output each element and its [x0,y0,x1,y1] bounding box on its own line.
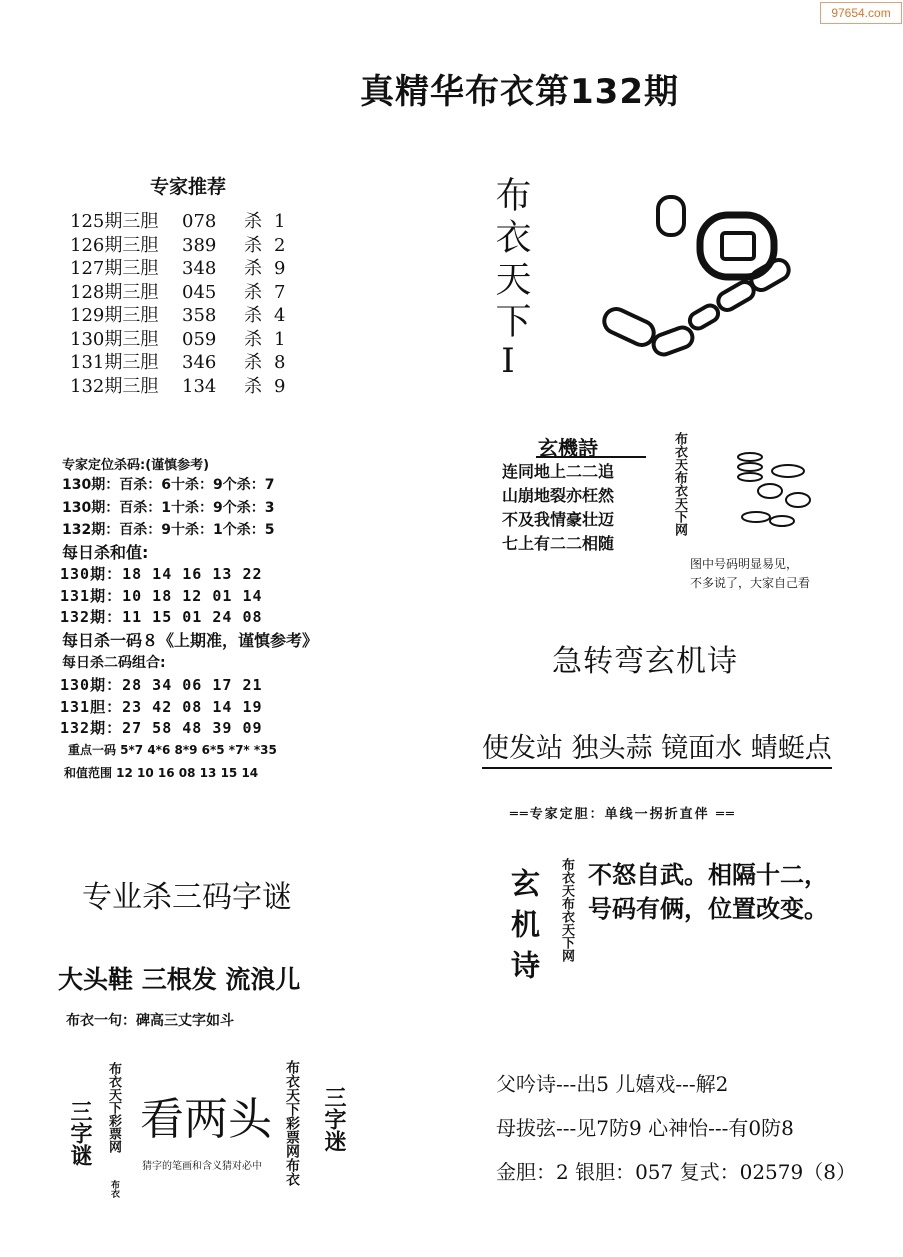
pick-kill-label: 杀 [244,258,262,279]
riddle-title: 专业杀三码字谜 [82,880,292,915]
pick-kill-label: 杀 [244,234,262,256]
pick-numbers: 045 [182,281,217,303]
note-line: 不多说了，大家自己看 [690,576,811,590]
symbols-picture [595,185,855,365]
poem-line: 连同地上二二追 [502,462,615,481]
position-kill-line: 130期：百杀：6十杀：9个杀：7 [62,477,275,493]
pick-numbers: 059 [182,328,217,350]
position-kill-title: 专家定位杀码:(谨慎参考) [62,458,210,473]
daily-sum-line: 132期：11 15 01 24 08 [60,608,263,626]
pick-kill-label: 杀 [244,375,262,397]
xjs-poem-line: 不怒自武。相隔十二， [588,861,828,889]
xjs-label [503,868,539,991]
pick-row [70,304,285,328]
pick-kill-number: 9 [274,375,286,397]
result-line: 父吟诗---出5 儿嬉戏---解2 [496,1072,729,1096]
site-watermark[interactable]: 97654.com [820,2,902,24]
sum-range-line: 和值范围 12 10 16 08 13 15 14 [64,766,259,780]
pick-period: 129期三胆 [70,305,159,326]
oval-shape [772,465,804,477]
xjs-poem-line: 号码有俩，位置改变。 [588,895,828,923]
oval-shape [738,453,762,461]
pick-kill-number: 4 [274,305,286,326]
oval-shape [742,512,770,522]
expert-section-title: 专家推荐 [150,176,227,198]
pick-numbers: 078 [182,211,217,232]
page-title: 真精华布衣第132期 [360,72,679,112]
pick-numbers: 346 [182,352,217,373]
sharp-turn-title: 急转弯玄机诗 [552,644,738,679]
oval-shape [770,516,794,526]
oval-shape [658,197,684,235]
mystery-symbols-picture [730,445,820,530]
poem-line: 七上有二二相随 [502,534,615,553]
pick-kill-number: 8 [274,352,286,373]
pick-row [70,281,285,305]
pick-numbers: 348 [182,258,217,279]
pick-period: 130期三胆 [70,328,159,350]
pick-kill-label: 杀 [244,211,262,232]
riddle-main-text: 看两头 [140,1094,272,1145]
riddle-vertical-right: 布衣天下彩票网布衣 [284,1060,300,1186]
mystery-poem-vertical: 布衣天布衣天下网 [672,432,687,536]
pick-period: 128期三胆 [70,281,159,303]
bytx-vertical [488,176,531,381]
pick-period: 131期三胆 [70,352,159,373]
oval-shape [758,484,782,498]
poem-line: 山崩地裂亦枉然 [502,486,615,505]
note-line: 图中号码明显易见， [690,557,799,571]
daily-two-line: 131胆：23 42 08 14 19 [60,698,263,716]
pick-kill-label: 杀 [244,328,262,350]
daily-sum-title: 每日杀和值: [62,543,149,562]
bytx-numeral: I [501,341,515,381]
expert-pick-table [70,210,285,398]
xjs-poem [588,858,828,926]
riddle-left-label: 三字谜 [67,1100,92,1166]
position-kill-line: 132期：百杀：9十杀：1个杀：5 [62,522,275,538]
oval-shape [748,256,793,293]
pick-period: 125期三胆 [70,211,159,232]
square-shape [722,233,754,259]
riddle-right-label: 三字迷 [321,1086,346,1152]
pick-period: 126期三胆 [70,234,159,256]
mystery-poem-title: 玄機詩 [538,436,598,460]
pick-numbers: 134 [182,375,217,397]
oval-shape [738,463,762,471]
oval-shape [786,493,810,507]
xjs-label-text: 玄机诗 [507,868,541,991]
pick-kill-number: 2 [274,234,286,256]
oval-shape [600,305,657,349]
oval-shape [651,325,695,357]
poem-line: 不及我情豪壮迈 [502,510,615,529]
oval-shape [738,473,762,481]
riddle-sentence: 布衣一句：碑高三丈字如斗 [66,1013,234,1029]
pick-row [70,375,285,399]
daily-two-line: 130期：28 34 06 17 21 [60,676,263,694]
sharp-turn-words: 使发站 独头蒜 镜面水 蜻蜓点 [482,726,832,769]
pick-row [70,234,285,258]
pick-numbers: 358 [182,305,217,326]
pick-kill-number: 1 [274,328,286,350]
pick-kill-number: 7 [274,281,286,303]
pick-row [70,328,285,352]
daily-kill-one-code: 每日杀一码８《上期准，谨慎参考》 [62,631,319,650]
riddle-words: 大头鞋 三根发 流浪儿 [58,965,301,994]
picture-note [690,555,810,593]
pick-kill-number: 1 [274,211,286,232]
pick-kill-label: 杀 [244,281,262,303]
riddle-vertical-left: 布衣天下彩票网 [106,1062,121,1153]
pick-row [70,257,285,281]
pick-kill-label: 杀 [244,352,262,373]
position-kill-line: 130期：百杀：1十杀：9个杀：3 [62,500,275,516]
xjs-vertical: 布衣天布衣天下网 [559,858,574,962]
pick-period: 127期三胆 [70,258,159,279]
key-code-line: 重点一码 5*7 4*6 8*9 6*5 *7* *35 [68,743,277,757]
result-line: 母拔弦---见7防9 心神怡---有0防8 [496,1116,794,1140]
daily-two-line: 132期：27 58 48 39 09 [60,719,263,737]
mystery-poem-lines [502,460,614,556]
expert-dan-line: ══专家定胆：单线一拐折直伴 ══ [510,807,736,822]
riddle-vertical-left-end: 布衣 [109,1180,119,1198]
daily-sum-line: 130期：18 14 16 13 22 [60,565,263,583]
bytx-char: 布衣天下 [490,176,531,344]
pick-row [70,210,285,234]
pick-period: 132期三胆 [70,375,159,397]
daily-two-title: 每日杀二码组合: [62,655,166,671]
pick-kill-number: 9 [274,258,286,279]
pick-numbers: 389 [182,234,217,256]
daily-sum-line: 131期：10 18 12 01 14 [60,587,263,605]
pick-kill-label: 杀 [244,305,262,326]
pick-row [70,351,285,375]
result-line: 金胆：2 银胆：057 复式：02579（8） [496,1160,856,1184]
oval-shape [687,303,721,332]
riddle-sub-text: 猜字的笔画和含义猜对必中 [142,1161,262,1172]
